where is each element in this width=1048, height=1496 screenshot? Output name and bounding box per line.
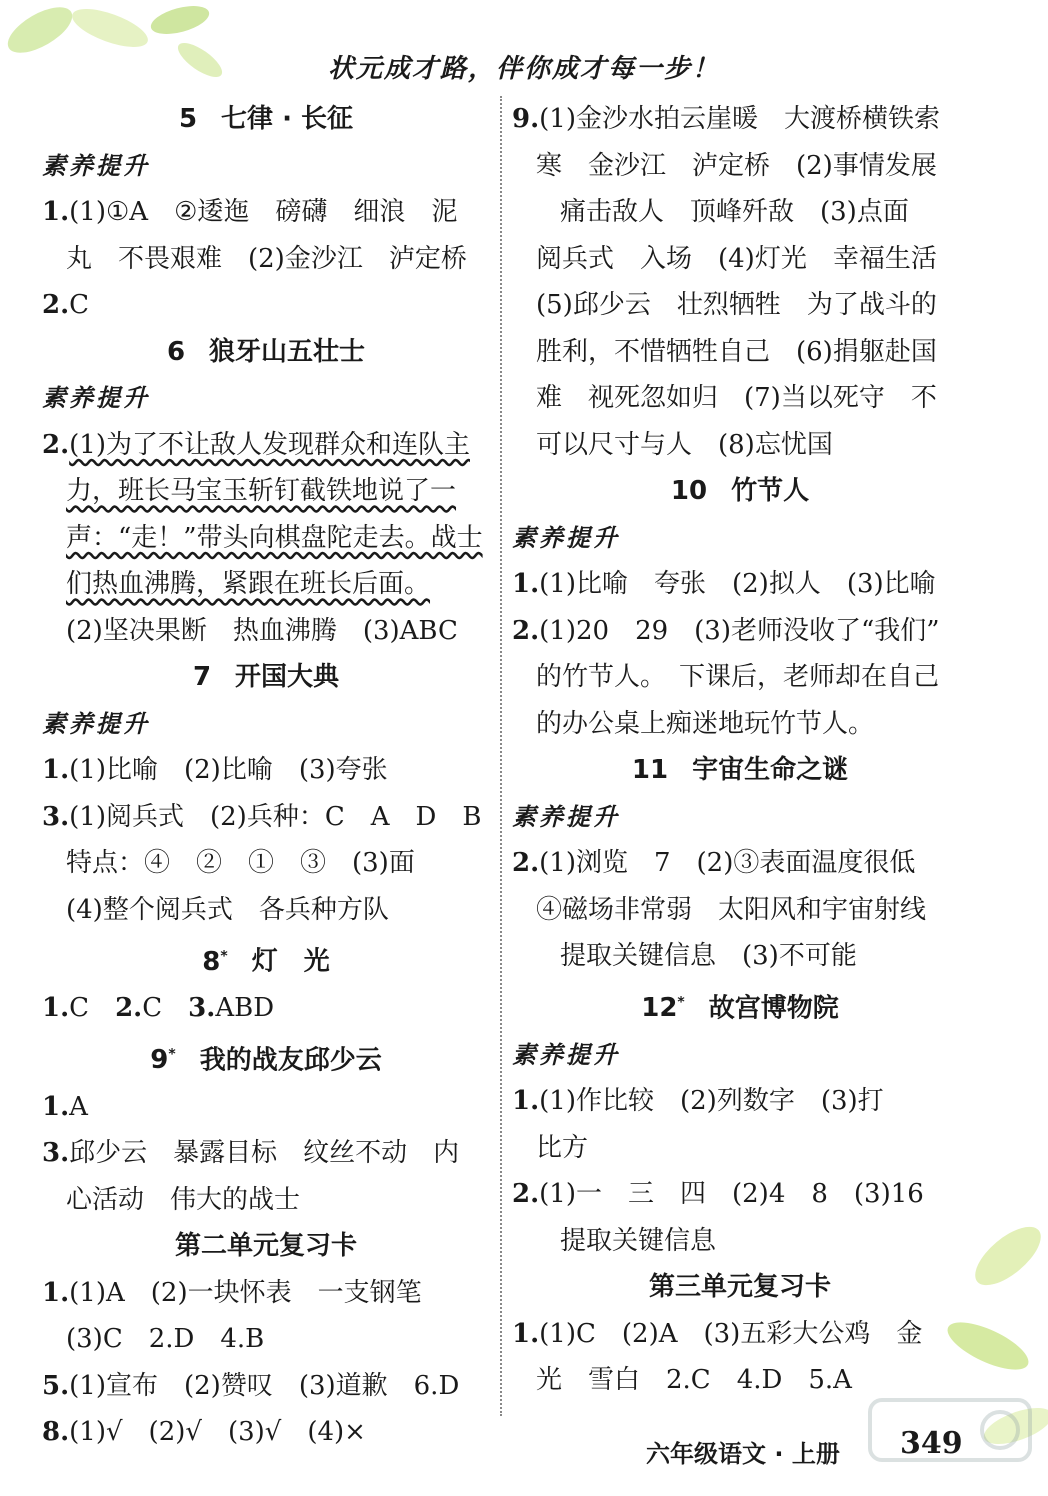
question-number: 1. [512,1086,540,1117]
answer-line [512,561,968,608]
lesson-title [42,329,490,376]
answer-text: (4)整个阅兵式 各兵种方队 [66,894,389,925]
answer-line [42,1130,490,1177]
lesson-title [512,980,968,1032]
question-number: 2. [512,1179,540,1210]
answer-continuation [512,1125,968,1172]
answer-continuation [512,236,968,283]
answer-continuation [512,933,968,980]
answer-text: (1)C (2)A (3)五彩大公鸡 金 [539,1318,923,1349]
question-number: 2. [42,429,70,460]
answer-text: 的竹节人。 下课后，老师却在自己 [536,662,940,692]
answer-line [42,1409,490,1456]
answer-text: 寒 金沙江 泸定桥 (2)事情发展 [536,150,937,181]
answer-text: (1)一 三 四 (2)4 8 (3)16 [539,1179,924,1210]
answer-continuation [42,1177,490,1224]
section-label: 素养提升 [512,801,620,831]
answer-text: 心活动 伟大的战士 [66,1184,301,1215]
answer-text: C [69,290,90,320]
footer-book-title: 六年级语文 · 上册 [646,1440,840,1468]
section-heading [42,143,490,190]
answer-line [512,1171,968,1218]
answer-line [42,985,490,1032]
answer-text: 特点：④ ② ① ③ (3)面 [66,848,415,878]
lesson-title [42,96,490,143]
answer-continuation [42,468,490,515]
answer-continuation [512,143,968,190]
lesson-number: 7 [192,662,212,692]
answer-text: (1)比喻 (2)比喻 (3)夸张 [69,755,388,785]
section-label: 素养提升 [42,383,150,412]
answer-line [42,1363,490,1410]
lesson-name: 开国大典 [235,662,340,692]
answer-text: (1)作比较 (2)列数字 (3)打 [539,1086,884,1117]
question-number: 2. [512,848,540,878]
answer-text: (1)为了不让敌人发现群众和连队主 [69,429,470,460]
answer-text: (1)金沙水拍云崖暖 大渡桥横铁索 [539,104,940,134]
lesson-number: 12* [641,993,685,1024]
lesson-title [512,747,968,794]
question-number: 2. [42,290,70,320]
answer-text: ABD [215,993,275,1024]
section-heading [512,515,968,562]
answer-continuation [512,375,968,422]
answer-text: (5)邱少云 壮烈牺牲 为了战斗的 [536,290,937,320]
lesson-name: 竹节人 [731,476,810,506]
section-heading [512,794,968,841]
lesson-number: 9* [150,1045,176,1076]
answer-continuation [512,329,968,376]
answer-line [42,1270,490,1317]
answer-text: (3)C 2.D 4.B [66,1324,265,1355]
header-slogan: 状元成才路，伴你成才每一步！ [327,54,720,84]
question-number: 5. [42,1370,70,1401]
answer-text: 可以尺寸与人 (8)忘忧国 [536,429,833,460]
lesson-title [42,1223,490,1270]
answer-line [512,840,968,887]
answer-line [42,422,490,469]
answer-text: (1)浏览 7 (2)③表面温度很低 [539,848,916,878]
lesson-number: 6 [166,336,186,367]
answer-line [42,747,490,794]
section-label: 素养提升 [512,1039,620,1069]
lesson-title [42,654,490,701]
answer-continuation [512,1218,968,1265]
answer-continuation [512,282,968,329]
lesson-name: 故宫博物院 [708,993,839,1024]
question-number: 1. [42,1277,70,1308]
section-heading [512,1032,968,1079]
answer-text: (1)√ (2)√ (3)√ (4)× [69,1417,366,1448]
answer-text: (1)A (2)一块怀表 一支钢笔 [69,1277,422,1308]
answer-line [42,794,490,841]
answer-text: (2)坚决果断 热血沸腾 (3)ABC [66,615,458,646]
lesson-name: 狼牙山五壮士 [209,336,366,367]
question-number: 8. [42,1417,70,1448]
answer-line [42,1084,490,1131]
answer-continuation [42,1316,490,1363]
answer-text: 痛击敌人 顶峰歼敌 (3)点面 [560,197,909,227]
answer-line [42,189,490,236]
lesson-name: 第三单元复习卡 [648,1272,831,1303]
answer-text: 阅兵式 入场 (4)灯光 幸福生活 [536,243,937,274]
answer-continuation [42,887,490,934]
lesson-name: 七律 · 长征 [221,104,354,134]
lesson-name: 灯 光 [251,946,330,977]
column-divider [500,96,502,1416]
answer-continuation [512,887,968,934]
answer-text: ④磁场非常弱 太阳风和宇宙射线 [536,894,927,925]
lesson-name: 宇宙生命之谜 [692,755,849,785]
answer-text: A [69,1091,88,1122]
answer-text: 的办公桌上痴迷地玩竹节人。 [536,708,875,739]
question-number: 3. [188,993,216,1024]
lesson-number: 8* [202,946,228,977]
answer-text: 难 视死忽如归 (7)当以死守 不 [536,383,937,413]
answer-continuation [512,189,968,236]
lesson-title [42,1032,490,1084]
lesson-title [512,1264,968,1311]
answer-text: 比方 [536,1132,589,1163]
answer-text: 力，班长马宝玉斩钉截铁地说了一 [66,476,457,506]
question-number: 1. [512,569,540,599]
answer-text: (1)①A ②逶迤 磅礴 细浪 泥 [69,197,458,227]
answer-line [512,608,968,655]
question-number: 1. [42,755,70,785]
answer-continuation [512,701,968,748]
section-label: 素养提升 [42,150,150,180]
answer-text: (1)20 29 (3)老师没收了“我们” [539,615,940,646]
question-number: 1. [42,1091,70,1122]
answer-text: 邱少云 暴露目标 纹丝不动 内 [69,1138,460,1169]
lesson-name: 第二单元复习卡 [174,1231,357,1262]
left-column [42,96,490,1456]
answer-text: 提取关键信息 [560,1225,717,1256]
answer-continuation [512,422,968,469]
answer-line [42,282,490,329]
lesson-name: 我的战友邱少云 [199,1045,382,1076]
lesson-title [512,468,968,515]
right-column [512,96,968,1404]
answer-text: C [142,993,163,1024]
question-number: 1. [512,1318,540,1349]
answer-continuation [42,608,490,655]
optional-lesson-mark: * [677,994,685,1011]
question-number: 3. [42,801,70,832]
answer-text: C [69,993,90,1024]
lesson-title [42,933,490,985]
answer-continuation [512,654,968,701]
optional-lesson-mark: * [220,948,228,964]
question-number: 2. [512,615,540,646]
section-heading [42,701,490,748]
question-number: 1. [42,993,70,1024]
answer-text: 们热血沸腾，紧跟在班长后面。 [66,569,431,599]
section-label: 素养提升 [512,522,620,552]
page-number: 349 [900,1426,963,1461]
question-number: 3. [42,1138,70,1169]
question-number: 1. [42,197,70,227]
section-heading [42,375,490,422]
answer-continuation [42,515,490,562]
answer-text: 光 雪白 2.C 4.D 5.A [536,1365,852,1396]
answer-text: (1)比喻 夸张 (2)拟人 (3)比喻 [539,569,936,599]
answer-text: 提取关键信息 (3)不可能 [560,941,857,971]
lesson-number: 10 [670,476,708,506]
answer-text: (1)宣布 (2)赞叹 (3)道歉 6.D [69,1370,460,1401]
lesson-number: 5 [178,104,198,134]
section-label: 素养提升 [42,708,150,738]
answer-text: (1)阅兵式 (2)兵种：C A D B [69,801,482,832]
answer-line [512,96,968,143]
optional-lesson-mark: * [168,1046,176,1063]
answer-line [512,1311,968,1358]
question-number: 9. [512,104,540,134]
answer-line [512,1078,968,1125]
answer-continuation [42,236,490,283]
answer-text: 胜利，不惜牺牲自己 (6)捐躯赴国 [536,336,937,367]
question-number: 2. [115,993,143,1024]
answer-continuation [42,561,490,608]
answer-continuation [42,840,490,887]
lesson-number: 11 [631,755,669,785]
answer-text: 声：“走！”带头向棋盘陀走去。战士 [66,522,483,553]
answer-text: 丸 不畏艰难 (2)金沙江 泸定桥 [66,243,467,274]
